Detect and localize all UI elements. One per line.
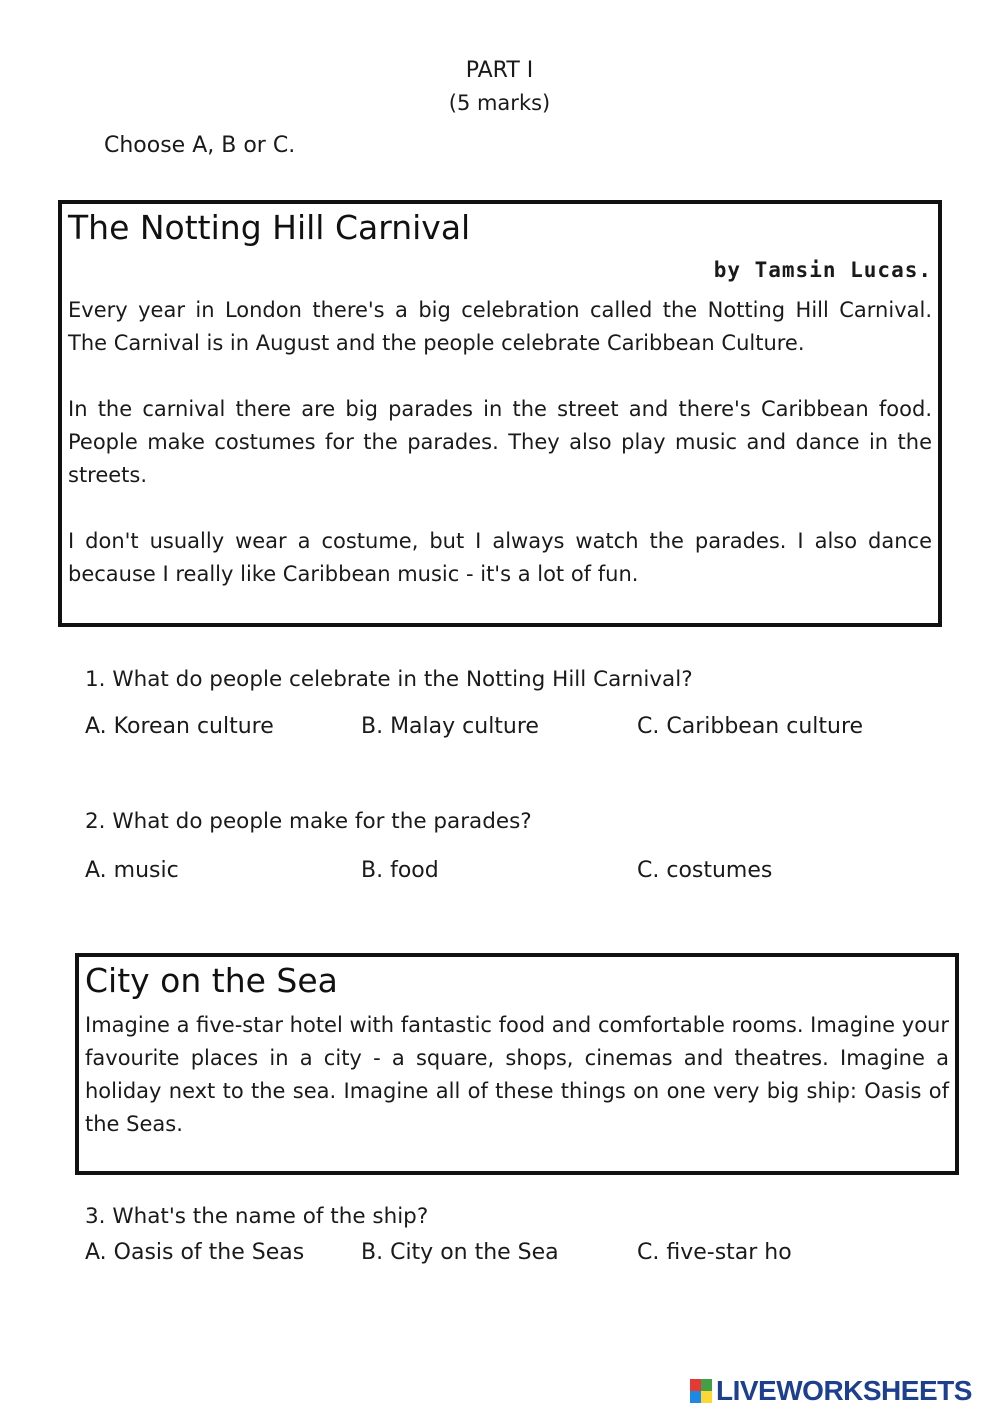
passage-paragraph: Imagine a five-star hotel with fantastic food and comfortable rooms. Imagine your favourite places in a city - a square, shops, cinemas and theatres. Imagine a holiday next to the sea. Imagine all of these things on one very big ship: Oasis of the Seas. [85, 1013, 949, 1136]
question-3-option-b[interactable]: B. City on the Sea [361, 1240, 559, 1265]
passage-box-city-on-the-sea [75, 953, 959, 1175]
passage-paragraph: Every year in London there's a big celebration called the Notting Hill Carnival. The Carnival is in August and the people celebrate Caribbean Culture. [68, 298, 932, 355]
question-2-option-a[interactable]: A. music [85, 858, 179, 883]
logo-blocks-icon [690, 1379, 712, 1403]
passage-title: City on the Sea [85, 961, 338, 1000]
logo-text: LIVEWORKSHEETS [716, 1375, 972, 1406]
liveworksheets-logo [690, 1375, 972, 1407]
instruction-text: Choose A, B or C. [104, 133, 296, 158]
question-1-option-b[interactable]: B. Malay culture [361, 714, 539, 739]
question-1: 1. What do people celebrate in the Notting Hill Carnival? [85, 667, 693, 692]
question-1-option-a[interactable]: A. Korean culture [85, 714, 274, 739]
passage-title: The Notting Hill Carnival [68, 208, 471, 247]
question-2-option-c[interactable]: C. costumes [637, 858, 773, 883]
author-byline: by Tamsin Lucas. [713, 258, 932, 282]
marks-label: (5 marks) [448, 91, 551, 115]
passage-paragraph: I don't usually wear a costume, but I always watch the parades. I also dance because I really like Caribbean music - it's a lot of fun. [68, 529, 932, 586]
question-2: 2. What do people make for the parades? [85, 809, 532, 834]
question-1-option-c[interactable]: C. Caribbean culture [637, 714, 864, 739]
part-title: PART I [465, 58, 534, 83]
question-3-option-a[interactable]: A. Oasis of the Seas [85, 1240, 305, 1265]
passage-paragraph: In the carnival there are big parades in the street and there's Caribbean food. People make costumes for the parades. They also play music and dance in the streets. [68, 397, 932, 487]
question-3: 3. What's the name of the ship? [85, 1204, 429, 1229]
passage-box-carnival [58, 200, 942, 627]
question-3-option-c[interactable]: C. five-star ho [637, 1240, 792, 1265]
question-2-option-b[interactable]: B. food [361, 858, 439, 883]
